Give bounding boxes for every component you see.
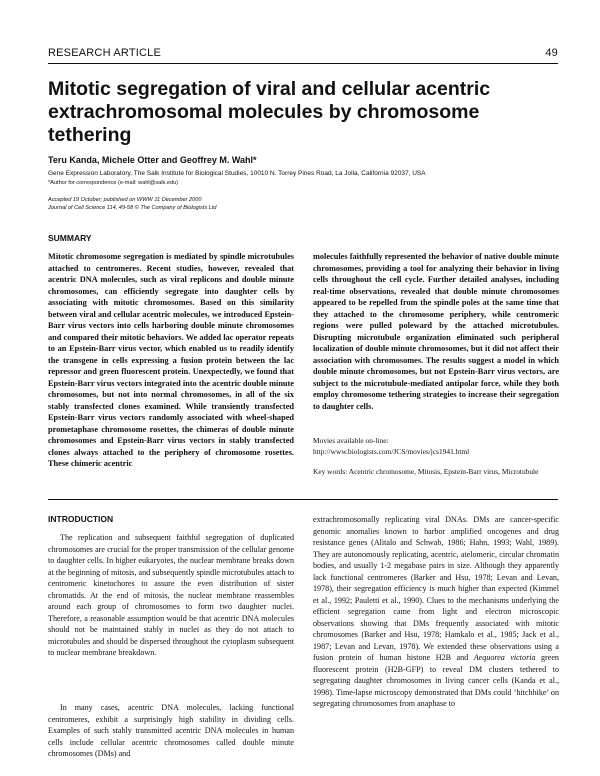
intro-right-text-2: green fluorescent protein (H2B-GFP) to reveal DM clusters tethered to segregating daughter chromosomes in living cancer cells (Kanda et al., 1998). Time-lapse microscopy demonstrated that DMs could ‘hitchhike’ on segregating chromosomes from anaphase to: [313, 653, 559, 708]
publication-dates: Accepted 19 October; published on WWW 11 December 2000: [48, 197, 202, 203]
intro-paragraph-1: The replication and subsequent faithful segregation of duplicated chromosomes are crucial for the proper transmission of the cellular genome to daughter cells. In higher eukaryotes, the nuclear membrane breaks down at the beginning of mitosis, and subsequently spindle microtubules attach to centromeric kinetochores to assure the even distribution of sister chromatids. At the end of mitosis, the nuclear membrane reassembles around each group of chromosomes to form two daughter nuclei. Therefore, a reasonable assumption would be that acentric DNA molecules should not be maintained stably in nuclei as they do not attach to microtubules and should be dispersed throughout the cytoplasm subsequent to nuclear membrane breakdown.: [48, 533, 294, 657]
running-header: [48, 47, 558, 61]
intro-right-text-1: extrachromosomally replicating viral DNAs. DMs are cancer-specific genomic anomalies known to harbor amplified oncogenes and drug resistance genes (Alitalo and Schwab, 1986; Hahn, 1993; Wahl, 1989). They are autonomously replicating, acentric, atelomeric, circular chromatin bodies, and usually 1-2 megabase pairs in size. Although they apparently lack functional centromeres (Barker and Hsu, 1978; Levan and Levan, 1978), their segregation efficiency is much higher than expected (Kimmel et al., 1992; Pauletti et al., 1990). Clues to the mechanisms underlying the efficient segregation came from light and electron microscopic observations showing that DMs frequently associated with mitotic chromosomes (Barker and Hsu, 1978; Hamkalo et al., 1985; Jack et al., 1987; Levan and Levan, 1978). We extended these observations using a fusion protein of human histone H2B and: [313, 515, 559, 662]
intro-paragraph-right: [313, 514, 559, 710]
section-label: RESEARCH ARTICLE: [48, 47, 162, 59]
movies-note: [313, 436, 559, 457]
header-rule: [48, 63, 558, 64]
keywords: [313, 467, 559, 478]
species-name: Aequorea victoria: [473, 653, 536, 662]
movies-label: Movies available on-line:: [313, 436, 389, 445]
introduction-heading: INTRODUCTION: [48, 514, 114, 524]
summary-heading: SUMMARY: [48, 233, 92, 243]
movies-link[interactable]: http://www.biologists.com/JCS/movies/jcs1941.html: [313, 446, 470, 456]
section-rule: [48, 499, 558, 500]
article-title: Mitotic segregation of viral and cellular acentric extrachromosomal molecules by chromosome tethering: [48, 78, 491, 146]
author-affiliation: Gene Expression Laboratory, The Salk Institute for Biological Studies, 10010 N. Torrey Pines Road, La Jolla, California 92037, USA: [48, 170, 426, 177]
journal-citation: Journal of Cell Science 114, 49-58 © The Company of Biologists Ltd: [48, 205, 217, 211]
summary-text-right: molecules faithfully represented the behavior of native double minute chromosomes, providing a tool for analyzing their behavior in living cells throughout the cell cycle. Further detailed analyses, including real-time observations, revealed that double minute chromosomes appeared to be repelled from the spindle poles at the same time that they attached to the chromosome periphery, while centromeric regions were pulled poleward by the attached microtubules. Disrupting microtubule organization eliminated such peripheral localization of double minute chromosomes, but it did not affect their association with chromosomes. The results suggest a model in which double minute chromosomes, but not Epstein-Barr virus vectors, are subject to the microtubule-mediated antipolar force, while they both employ chromosome tethering strategies to increase their segregation to daughter cells.: [313, 252, 559, 411]
page-number: 49: [545, 47, 558, 59]
intro-paragraph-2: In many cases, acentric DNA molecules, lacking functional centromeres, exhibit a surprisingly high stability in dividing cells. Examples of such stably transmitted acentric DNA molecules in human cells include cellular acentric chromosomes called double minute chromosomes (DMs) and: [48, 703, 294, 758]
keywords-label: Key words:: [313, 467, 348, 476]
author-list: Teru Kanda, Michele Otter and Geoffrey M. Wahl*: [48, 155, 257, 165]
summary-text-left: Mitotic chromosome segregation is mediated by spindle microtubules attached to centromeres. Recent studies, however, revealed that acentric DNA molecules, such as viral replicons and double minute chromosomes, can efficiently segregate into daughter cells by associating with mitotic chromosomes. Based on this similarity between viral and cellular acentric molecules, we introduced Epstein-Barr virus vectors into cells harboring double minute chromosomes and compared their mitotic behaviors. We added lac operator repeats to an Epstein-Barr virus vector, which enabled us to readily identify the transgene in cells expressing a fusion protein between the lac repressor and green fluorescent protein. Unexpectedly, we found that Epstein-Barr virus vectors integrated into the acentric double minute chromosomes, but not into normal chromosomes, in all of the six stably transfected clones examined. While transiently transfected Epstein-Barr virus vectors randomly associated with wheel-shaped prometaphase chromosome rosettes, the chimeras of double minute chromosomes and Epstein-Barr virus vectors in stably transfected clones always attached to the periphery of chromosome rosettes. These chimeric acentric: [48, 252, 294, 468]
correspondence-note: *Author for correspondence (e-mail: wahl@salk.edu): [48, 180, 179, 186]
keywords-text: Acentric chromosome, Mitosis, Epstein-Barr virus, Microtubule: [348, 467, 539, 476]
